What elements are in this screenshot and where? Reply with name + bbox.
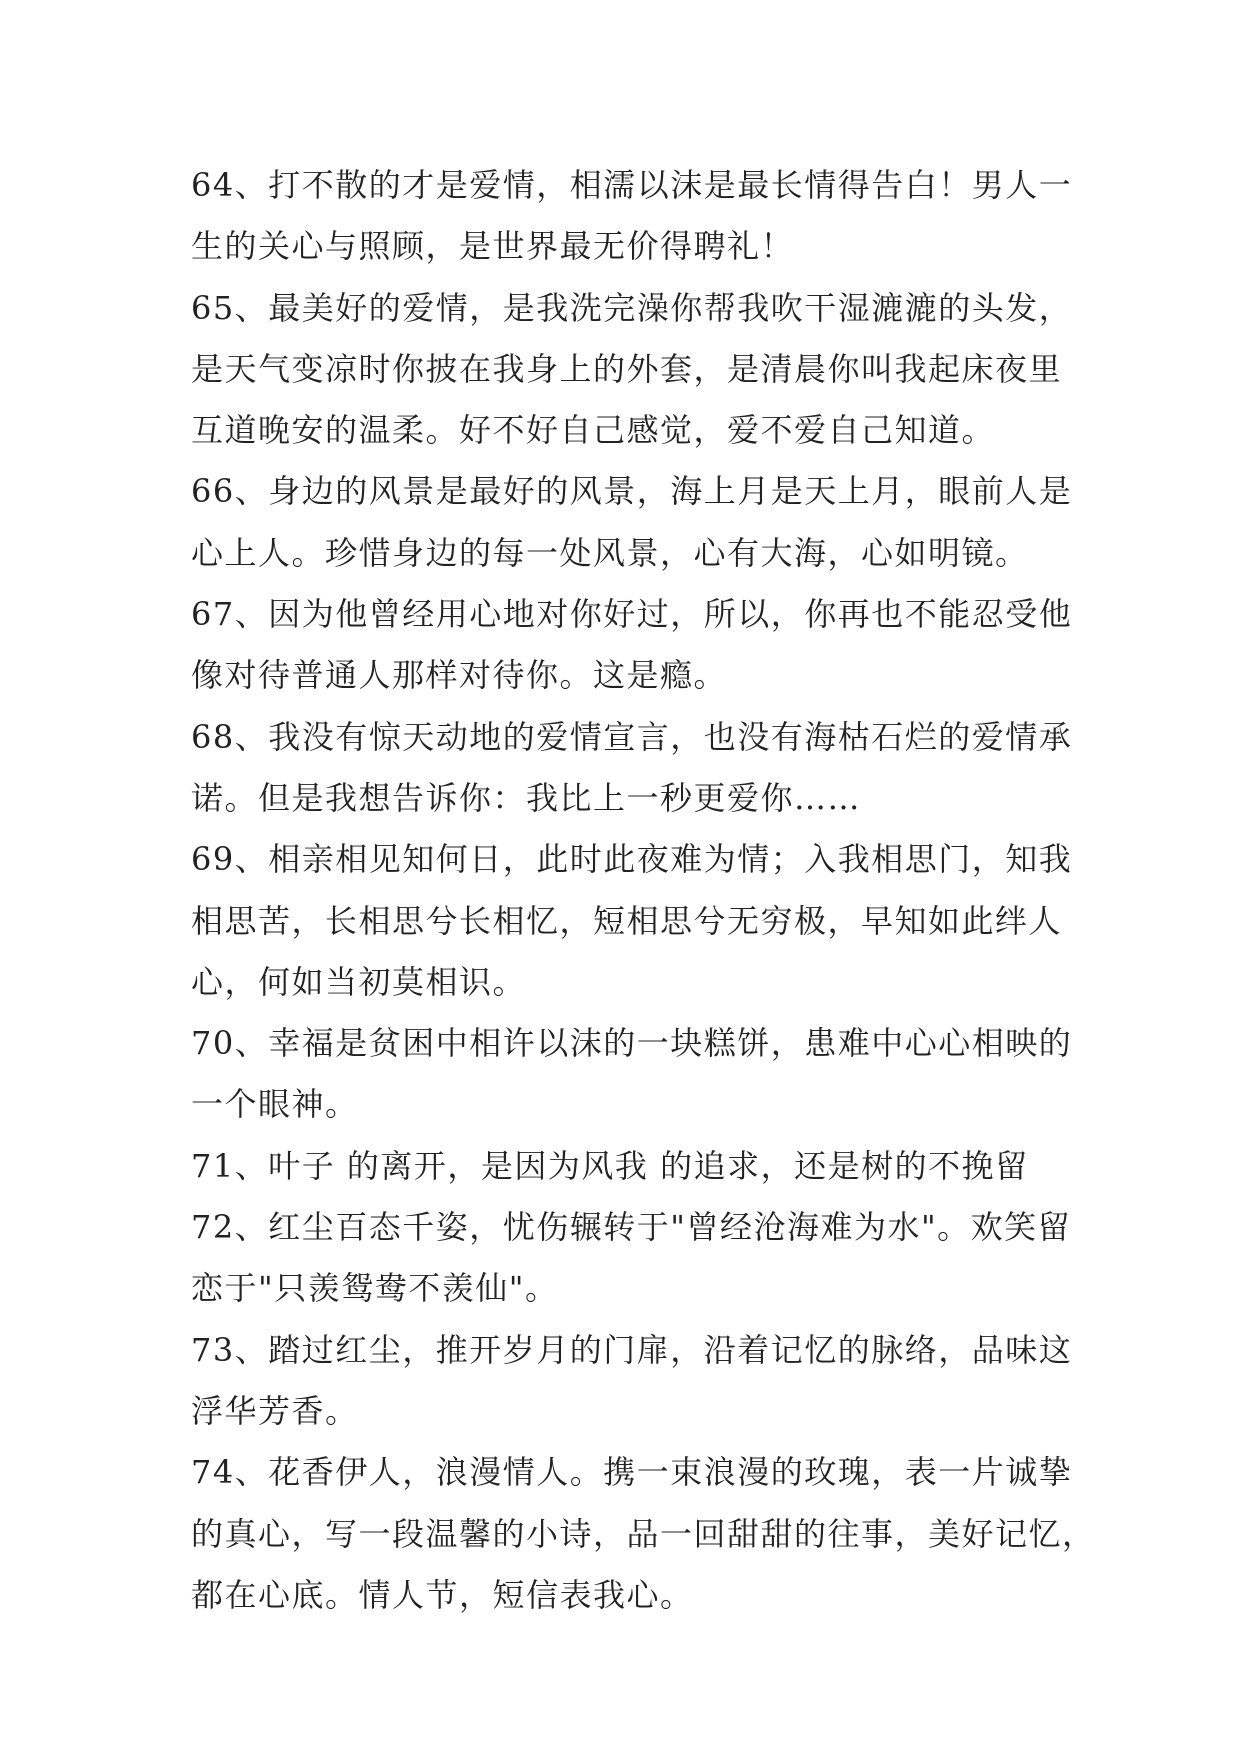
paragraph-69 xyxy=(191,829,1071,1013)
paragraph-71 xyxy=(191,1136,1071,1197)
text-line: 70、幸福是贫困中相许以沫的一块糕饼，患难中心心相映的 xyxy=(191,1024,1073,1063)
text-line: 73、踏过红尘，推开岁月的门扉，沿着记忆的脉络，品味这 xyxy=(191,1330,1073,1369)
paragraph-73 xyxy=(191,1320,1071,1443)
text-line: 66、身边的风景是最好的风景，海上月是天上月，眼前人是 xyxy=(191,472,1073,511)
text-line: 相思苦，长相思兮长相忆，短相思兮无穷极，早知如此绊人 xyxy=(191,901,1063,940)
text-line: 69、相亲相见知何日，此时此夜难为情；入我相思门，知我 xyxy=(191,840,1073,879)
text-line: 生的关心与照顾，是世界最无价得聘礼！ xyxy=(191,227,795,266)
text-line: 是天气变凉时你披在我身上的外套，是清晨你叫我起床夜里 xyxy=(191,349,1063,388)
text-line: 心上人。珍惜身边的每一处风景，心有大海，心如明镜。 xyxy=(191,533,1029,572)
text-line: 65、最美好的爱情，是我洗完澡你帮我吹干湿漉漉的头发， xyxy=(191,288,1073,327)
text-line: 64、打不散的才是爱情，相濡以沫是最长情得告白！男人一 xyxy=(191,166,1073,204)
paragraph-67 xyxy=(191,584,1071,707)
text-line: 浮华芳香。 xyxy=(191,1391,359,1430)
paragraph-66 xyxy=(191,461,1071,584)
text-line: 心，何如当初莫相识。 xyxy=(191,962,527,1001)
text-line: 67、因为他曾经用心地对你好过，所以，你再也不能忍受他 xyxy=(191,595,1073,634)
paragraph-74 xyxy=(191,1442,1096,1626)
text-line: 都在心底。情人节，短信表我心。 xyxy=(191,1575,694,1614)
text-line: 一个眼神。 xyxy=(191,1085,359,1124)
text-line: 恋于"只羡鸳鸯不羡仙"。 xyxy=(191,1269,559,1308)
document-body xyxy=(191,155,1096,1626)
text-line: 72、红尘百态千姿，忧伤辗转于"曾经沧海难为水"。欢笑留 xyxy=(191,1208,1072,1247)
text-line: 68、我没有惊天动地的爱情宣言，也没有海枯石烂的爱情承 xyxy=(191,717,1073,756)
paragraph-64 xyxy=(191,155,1071,278)
text-line: 像对待普通人那样对待你。这是瘾。 xyxy=(191,656,728,695)
text-line: 互道晚安的温柔。好不好自己感觉，爱不爱自己知道。 xyxy=(191,411,996,450)
text-line: 74、花香伊人，浪漫情人。携一束浪漫的玫瑰，表一片诚挚 xyxy=(191,1453,1073,1492)
paragraph-65 xyxy=(191,278,1071,462)
paragraph-68 xyxy=(191,707,1071,830)
text-line: 71、叶子 的离开，是因为风我 的追求，还是树的不挽留 xyxy=(191,1146,1029,1185)
text-line: 诺。但是我想告诉你：我比上一秒更爱你…… xyxy=(191,778,862,817)
text-line: 的真心，写一段温馨的小诗，品一回甜甜的往事，美好记忆， xyxy=(191,1514,1096,1553)
paragraph-72 xyxy=(191,1197,1071,1320)
paragraph-70 xyxy=(191,1013,1071,1136)
